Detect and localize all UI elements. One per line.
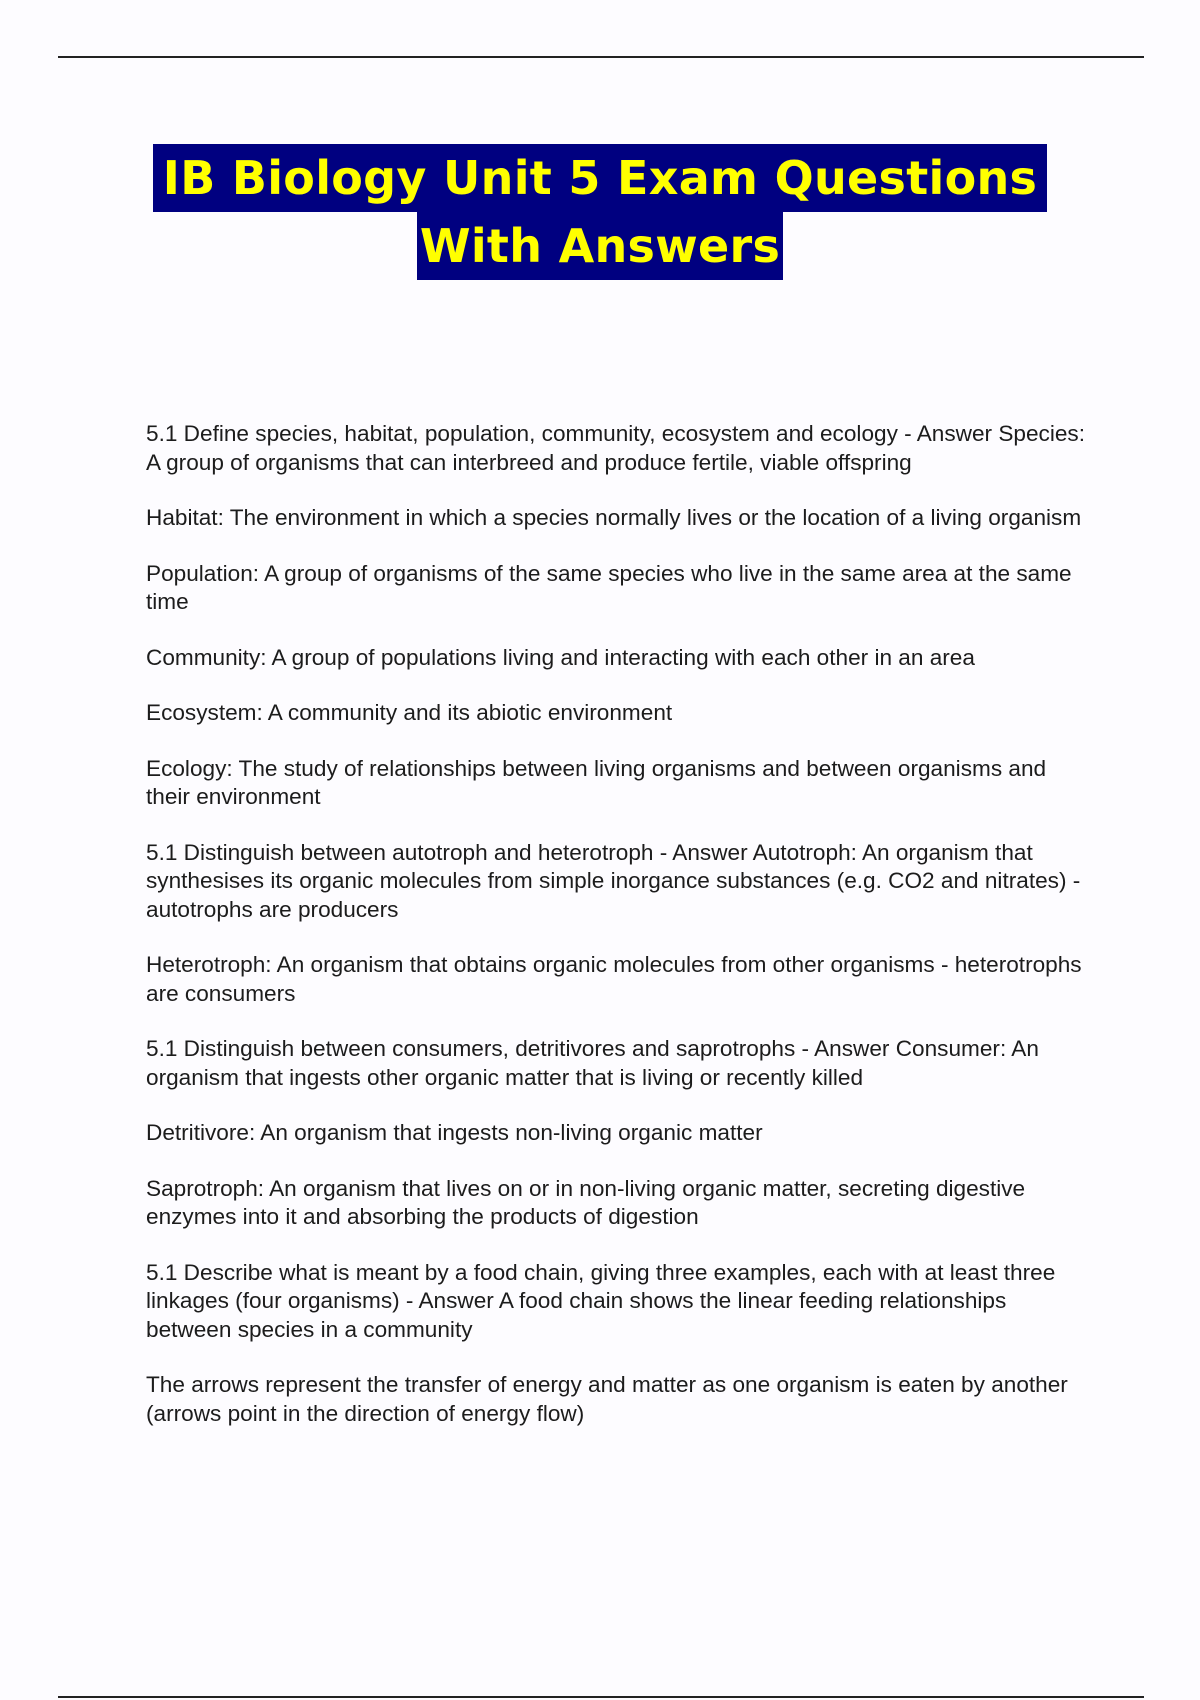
footer-rule: [58, 1696, 1144, 1698]
paragraph-community: Community: A group of populations living and interacting with each other in an area: [146, 644, 975, 670]
paragraph-detritivore: Detritivore: An organism that ingests non-living organic matter: [146, 1120, 763, 1145]
paragraph-food-chain: 5.1 Describe what is meant by a food chain, giving three examples, each with at least three linkages (four organisms) - Answer A food chain shows the linear feeding relationships between species in a community: [146, 1259, 1056, 1342]
paragraph-species-definitions: 5.1 Define species, habitat, population, community, ecosystem and ecology - Answer Species: A group of organisms that can interbreed and produce fertile, viable offspring: [146, 421, 1085, 475]
paragraph-saprotroph: Saprotroph: An organism that lives on or in non-living organic matter, secreting digestive enzymes into it and absorbing the products of digestion: [146, 1175, 1026, 1229]
title-line-2: With Answers: [417, 212, 783, 280]
title-line-1: IB Biology Unit 5 Exam Questions: [153, 144, 1047, 212]
paragraph-ecology: Ecology: The study of relationships between living organisms and between organisms and their environment: [146, 755, 1047, 809]
paragraph-heterotroph: Heterotroph: An organism that obtains organic molecules from other organisms - heterotrophs are consumers: [146, 952, 1082, 1006]
paragraph-consumer: 5.1 Distinguish between consumers, detritivores and saprotrophs - Answer Consumer: An organism that ingests other organic matter that is living or recently killed: [146, 1036, 1039, 1090]
document-title: [0, 144, 1200, 280]
document-body: [146, 420, 1096, 1455]
header-rule: [58, 56, 1144, 58]
paragraph-autotroph: 5.1 Distinguish between autotroph and heterotroph - Answer Autotroph: An organism that synthesises its organic molecules from simple inorgance substances (e.g. CO2 and nitrates) - autotrophs are producers: [146, 839, 1081, 922]
paragraph-population: Population: A group of organisms of the same species who live in the same area at the same time: [146, 560, 1072, 614]
paragraph-arrows: The arrows represent the transfer of energy and matter as one organism is eaten by another (arrows point in the direction of energy flow): [146, 1372, 1068, 1426]
paragraph-ecosystem: Ecosystem: A community and its abiotic environment: [146, 700, 673, 725]
paragraph-habitat: Habitat: The environment in which a species normally lives or the location of a living organism: [146, 505, 1082, 530]
